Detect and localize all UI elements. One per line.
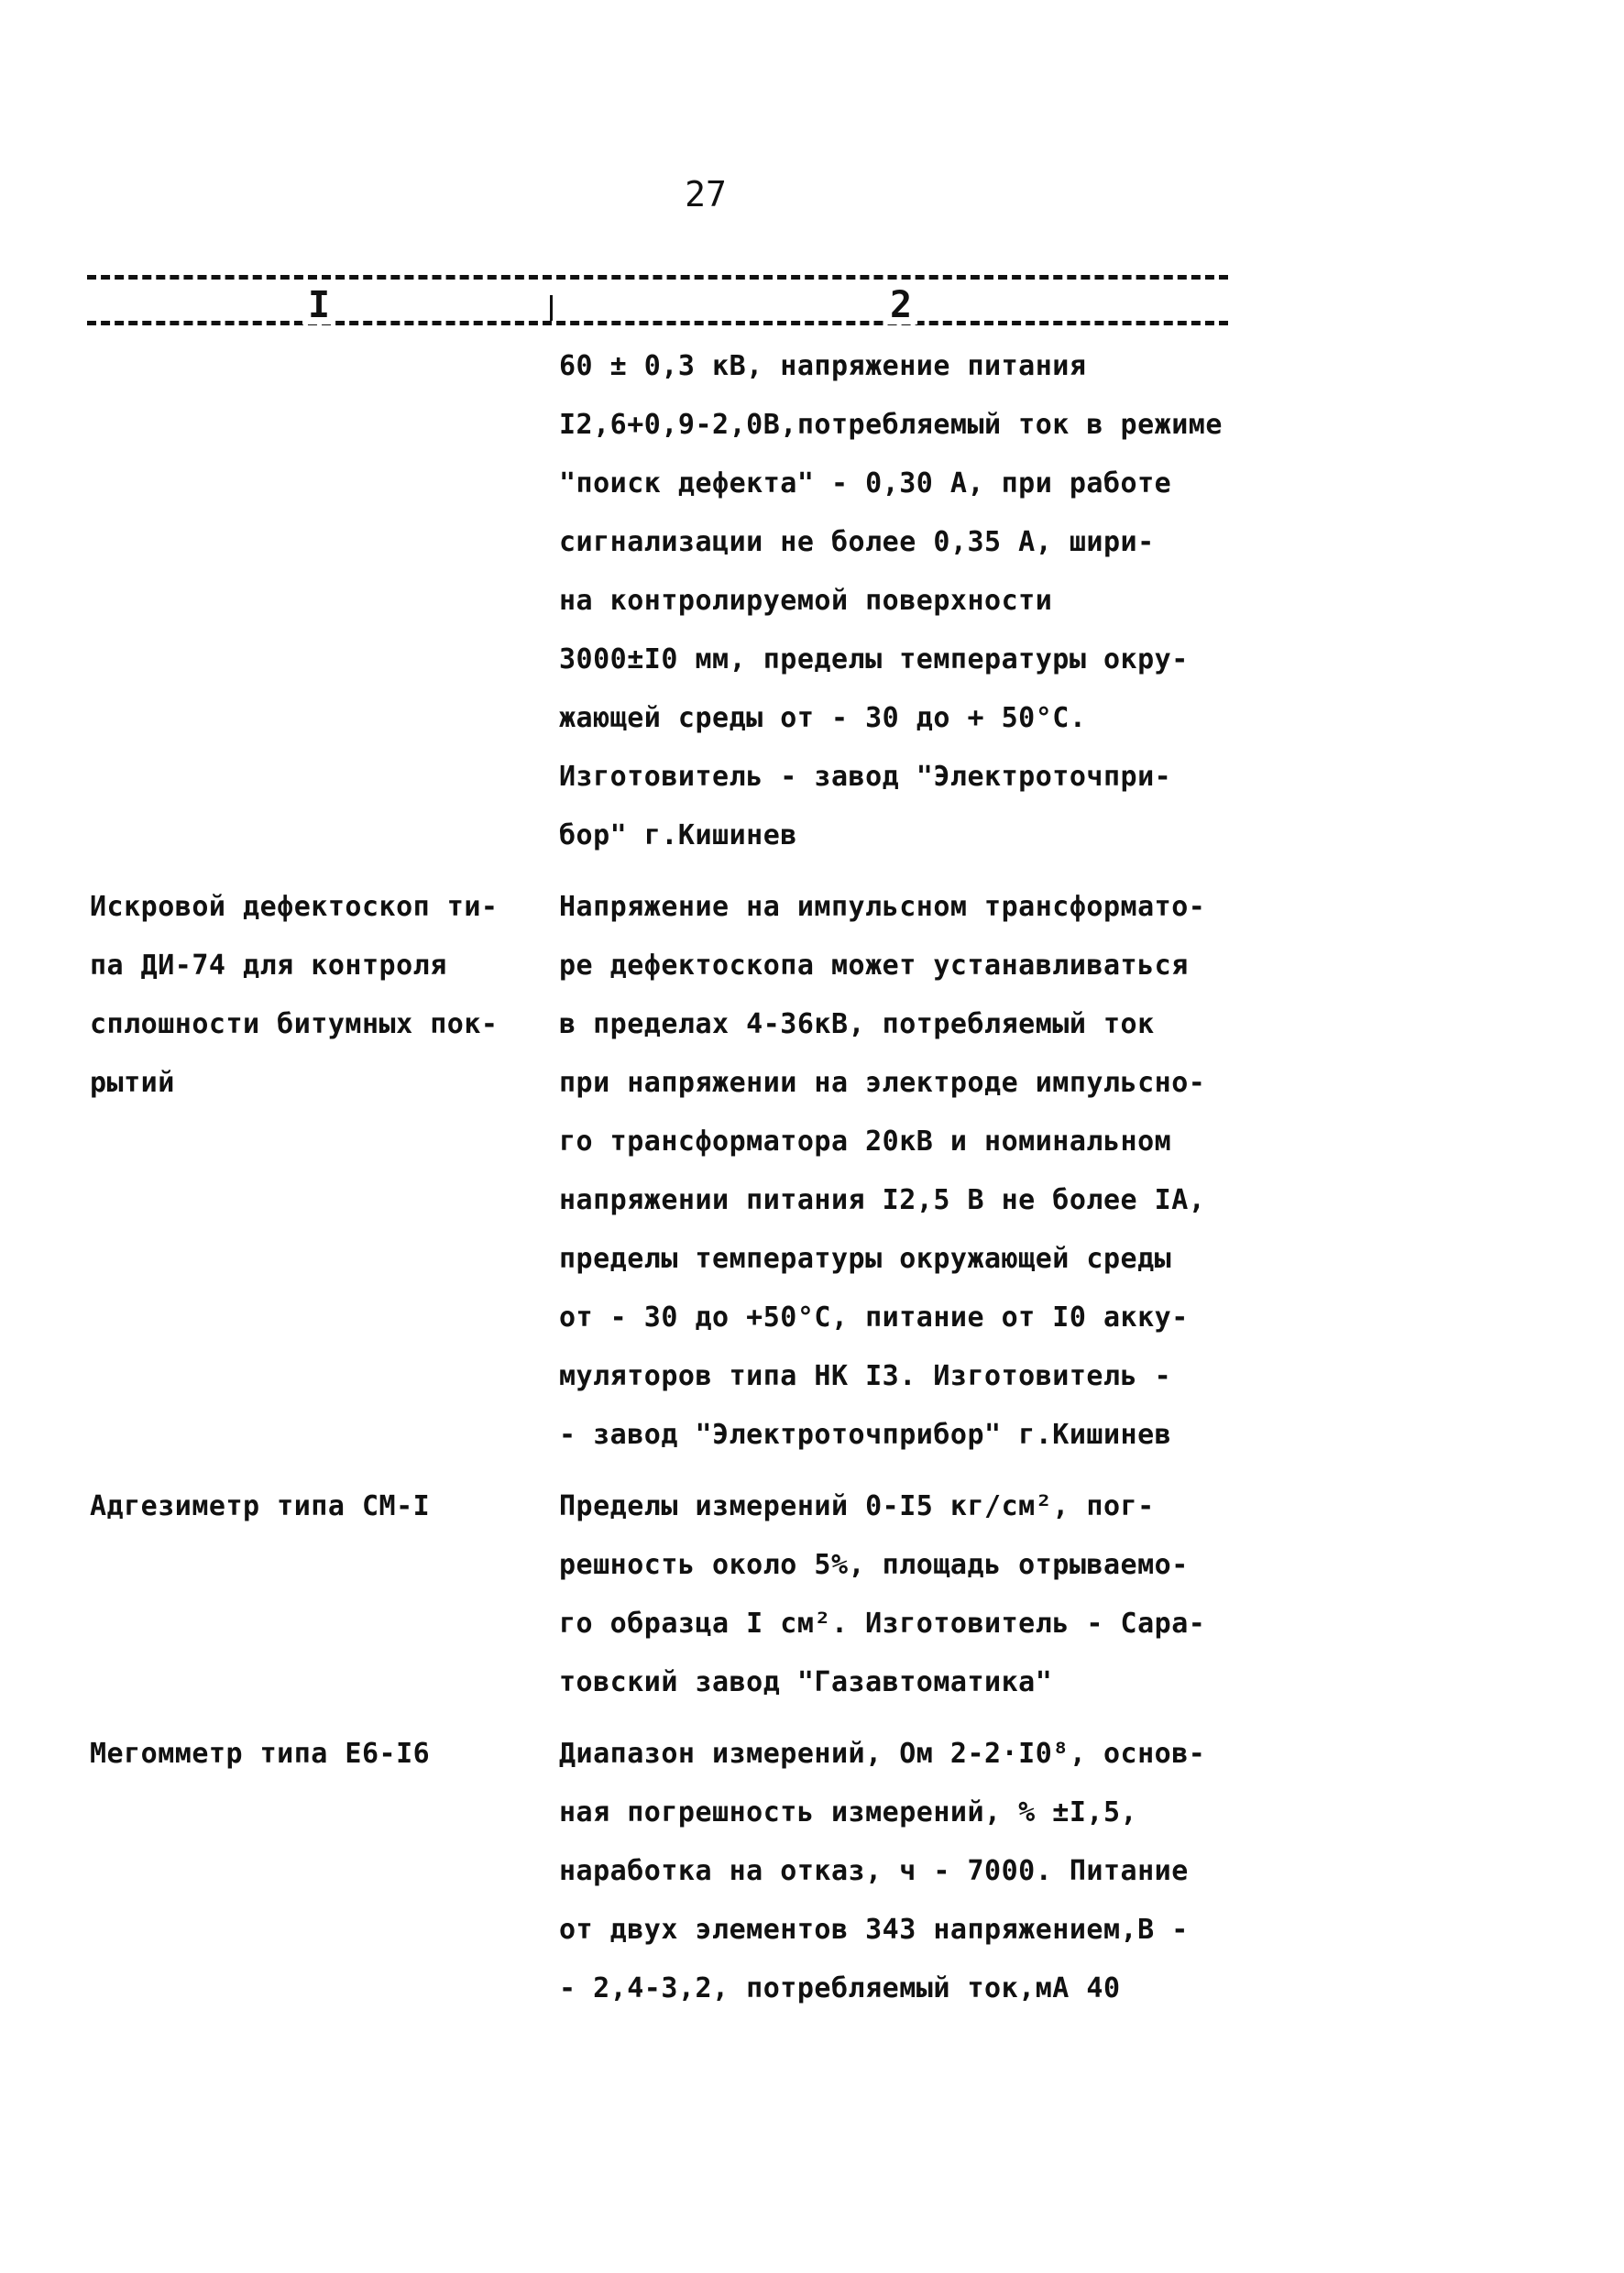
text-line: па ДИ-74 для контроля (90, 950, 447, 982)
text-line: Пределы измерений 0-I5 кг/см², пог- (559, 1490, 1155, 1522)
text-line: пределы температуры окружающей среды (559, 1243, 1172, 1275)
text-line: от двух элементов 343 напряжением,В - (559, 1914, 1189, 1946)
device-name-cell (90, 878, 559, 1465)
device-name-cell (90, 1477, 559, 1712)
table-row (90, 337, 1281, 865)
table-row (90, 1477, 1281, 1712)
device-spec-cell (559, 878, 1274, 1465)
text-line: ре дефектоскопа может устанавливаться (559, 950, 1189, 982)
column-header-1: I (302, 286, 335, 324)
table-body (90, 337, 1281, 2031)
text-line: 60 ± 0,3 кВ, напряжение питания (559, 350, 1087, 382)
text-line: рытий (90, 1067, 175, 1099)
text-line: Напряжение на импульсном трансформато- (559, 891, 1206, 923)
text-line: бор" г.Кишинев (559, 819, 797, 851)
text-line: напряжении питания I2,5 В не более IА, (559, 1184, 1206, 1216)
device-spec-cell (559, 1725, 1274, 2018)
device-spec-cell (559, 1477, 1274, 1712)
text-line: сигнализации не более 0,35 А, шири- (559, 526, 1155, 558)
text-line: "поиск дефекта" - 0,30 А, при работе (559, 467, 1172, 500)
text-line: жающей среды от - 30 до + 50°С. (559, 702, 1087, 734)
text-line: - 2,4-3,2, потребляемый ток,мА 40 (559, 1972, 1121, 2004)
column-header-2: 2 (884, 286, 917, 324)
text-line: в пределах 4-36кВ, потребляемый ток (559, 1008, 1155, 1040)
table-row (90, 878, 1281, 1465)
text-line: 3000±I0 мм, пределы температуры окру- (559, 643, 1189, 675)
text-line: товский завод "Газавтоматика" (559, 1666, 1053, 1698)
text-line: мулятopов типа НК I3. Изготовитель - (559, 1360, 1172, 1392)
text-line: наработка на отказ, ч - 7000. Питание (559, 1855, 1189, 1887)
text-line: Диапазон измерений, Ом 2-2·I0⁸, основ- (559, 1738, 1206, 1770)
device-spec-cell (559, 337, 1274, 865)
text-line: Изготовитель - завод "Электроточпри- (559, 761, 1172, 793)
text-line: Искровой дефектоскоп ти- (90, 891, 499, 923)
text-line: - завод "Электроточприбор" г.Кишинев (559, 1419, 1172, 1451)
text-line: на контролируемой поверхности (559, 585, 1053, 617)
table-top-rule (87, 275, 1228, 280)
text-line: го образца I см². Изготовитель - Сара- (559, 1608, 1206, 1640)
text-line: решность около 5%, площадь отрываемо- (559, 1549, 1189, 1581)
text-line: сплошности битумных пок- (90, 1008, 499, 1040)
text-line: I2,6+0,9-2,0В,потребляемый ток в режиме (559, 409, 1223, 441)
device-name-cell (90, 337, 559, 865)
text-line: ная погрешность измерений, % ±I,5, (559, 1796, 1138, 1828)
device-name-cell (90, 1725, 559, 2018)
text-line: Мегомметр типа Е6-I6 (90, 1738, 431, 1770)
table-row (90, 1725, 1281, 2018)
text-line: го трансформатора 20кВ и номинальном (559, 1126, 1172, 1158)
table-header-rule (87, 321, 1228, 325)
column-separator (550, 295, 553, 321)
page-number: 27 (685, 174, 727, 214)
text-line: при напряжении на электроде импульсно- (559, 1067, 1206, 1099)
text-line: Адгезиметр типа СМ-I (90, 1490, 431, 1522)
text-line: от - 30 до +50°С, питание от I0 аккy- (559, 1301, 1189, 1334)
